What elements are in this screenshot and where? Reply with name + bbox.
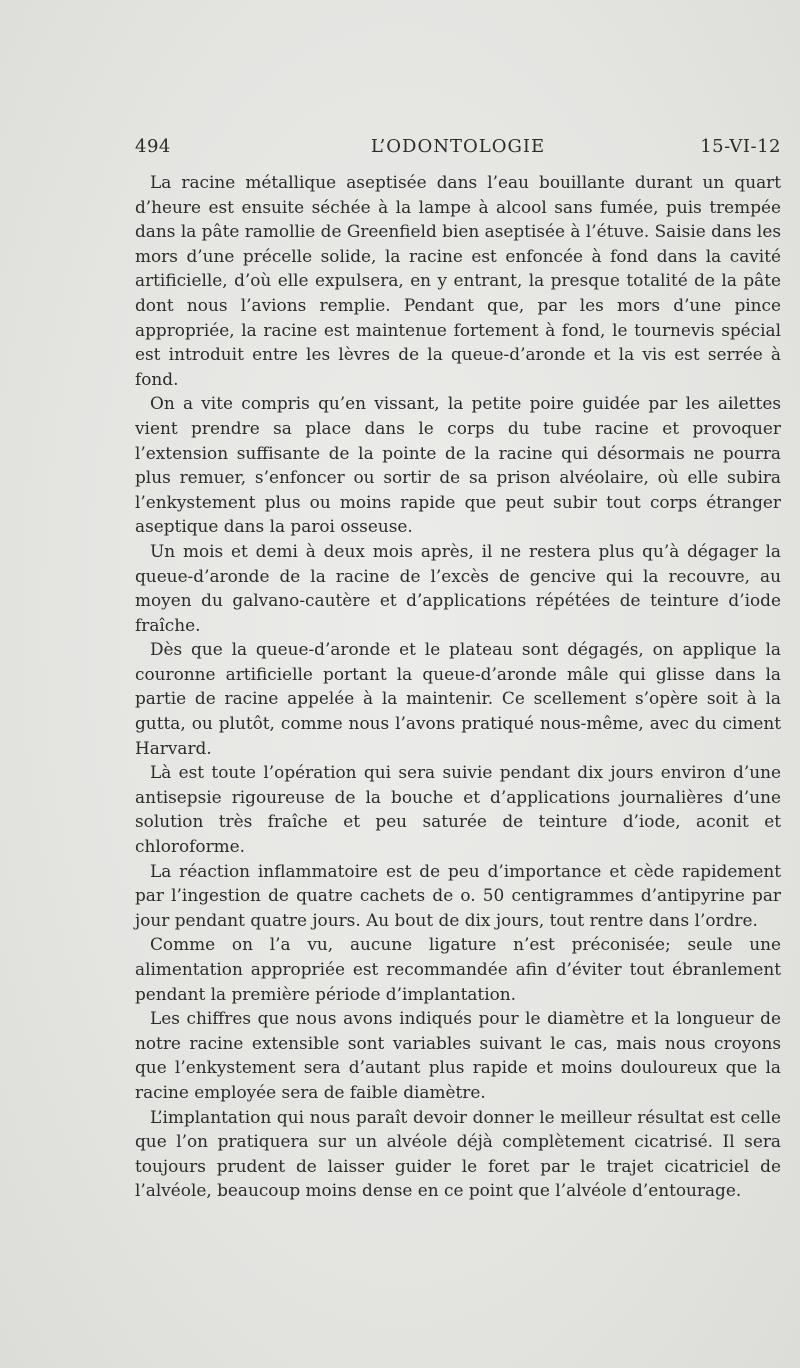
issue-date: 15-VI-12: [700, 136, 781, 157]
running-head: [135, 136, 781, 162]
journal-title: L’ODONTOLOGIE: [370, 136, 546, 157]
paragraph-inflammatory-reaction: La réaction inflammatoire est de peu d’importance et cède rapidement par l’ingestion de quatre cachets de o. 50 centigrammes d’antipyrine par jour pendant quatre jours. Au bout de dix jours, tout rentre dans l’ordre.: [135, 860, 781, 930]
paragraph-crown-application: Dès que la queue-d’aronde et le plateau sont dégagés, on applique la couronne artificielle portant la queue-d’aronde mâle qui glisse dans la partie de racine appelée à la maintenir. Ce scellement s’opère soit à la gutta, ou plutôt, comme nous l’avons pratiqué nous-même, avec du ciment Harvard.: [135, 639, 781, 758]
paragraph-antisepsis: Là est toute l’opération qui sera suivie pendant dix jours environ d’une antisepsie rigoureuse de la bouche et d’applications journalières d’une solution très fraîche et peu saturée de teinture d’iode, aconit et chloroforme.: [135, 762, 781, 857]
paragraph-root-insertion: La racine métallique aseptisée dans l’eau bouillante durant un quart d’heure est ensuite séchée à la lampe à alcool sans fumée, puis trempée dans la pâte ramollie de Greenfield bien aseptisée à l’étuve. Saisie dans les mors d’une précelle solide, la racine est enfoncée à fond dans la cavité artificielle, d’où elle expulsera, en y entrant, la presque totalité de la pâte dont nous l’avions remplie. Pendant que, par les mors d’une pince appropriée, la racine est maintenue fortement à fond, le tournevis spécial est introduit entre les lèvres de la queue-d’aronde et la vis est serrée à fond.: [135, 172, 781, 389]
article-body: [135, 170, 781, 1203]
paragraph-no-ligature: Comme on l’a vu, aucune ligature n’est préconisée; seule une alimentation appropriée est recommandée afin d’éviter tout ébranlement pendant la première période d’implantation.: [135, 934, 781, 1004]
page-number: 494: [135, 136, 171, 157]
paragraph-best-implantation: L’implantation qui nous paraît devoir donner le meilleur résultat est celle que l’on pratiquera sur un alvéole déjà complètement cicatrisé. Il sera toujours prudent de laisser guider le foret par le trajet cicatriciel de l’alvéole, beaucoup moins dense en ce point que l’alvéole d’entourage.: [135, 1106, 781, 1201]
paragraph-gum-clearing: Un mois et demi à deux mois après, il ne restera plus qu’à dégager la queue-d’aronde de la racine de l’excès de gencive qui la recouvre, au moyen du galvano-cautère et d’applications répétées de teinture d’iode fraîche.: [135, 540, 781, 635]
paragraph-root-extension: On a vite compris qu’en vissant, la petite poire guidée par les ailettes vient prendre sa place dans le corps du tube racine et provoquer l’extension suffisante de la pointe de la racine qui désormais ne pourra plus remuer, s’enfoncer ou sortir de sa prison alvéolaire, où elle subira l’enkystement plus ou moins rapide que peut subir tout corps étranger aseptique dans la paroi osseuse.: [135, 393, 781, 537]
paragraph-root-dimensions: Les chiffres que nous avons indiqués pour le diamètre et la longueur de notre racine extensible sont variables suivant le cas, mais nous croyons que l’enkystement sera d’autant plus rapide et moins douloureux que la racine employée sera de faible diamètre.: [135, 1008, 781, 1102]
